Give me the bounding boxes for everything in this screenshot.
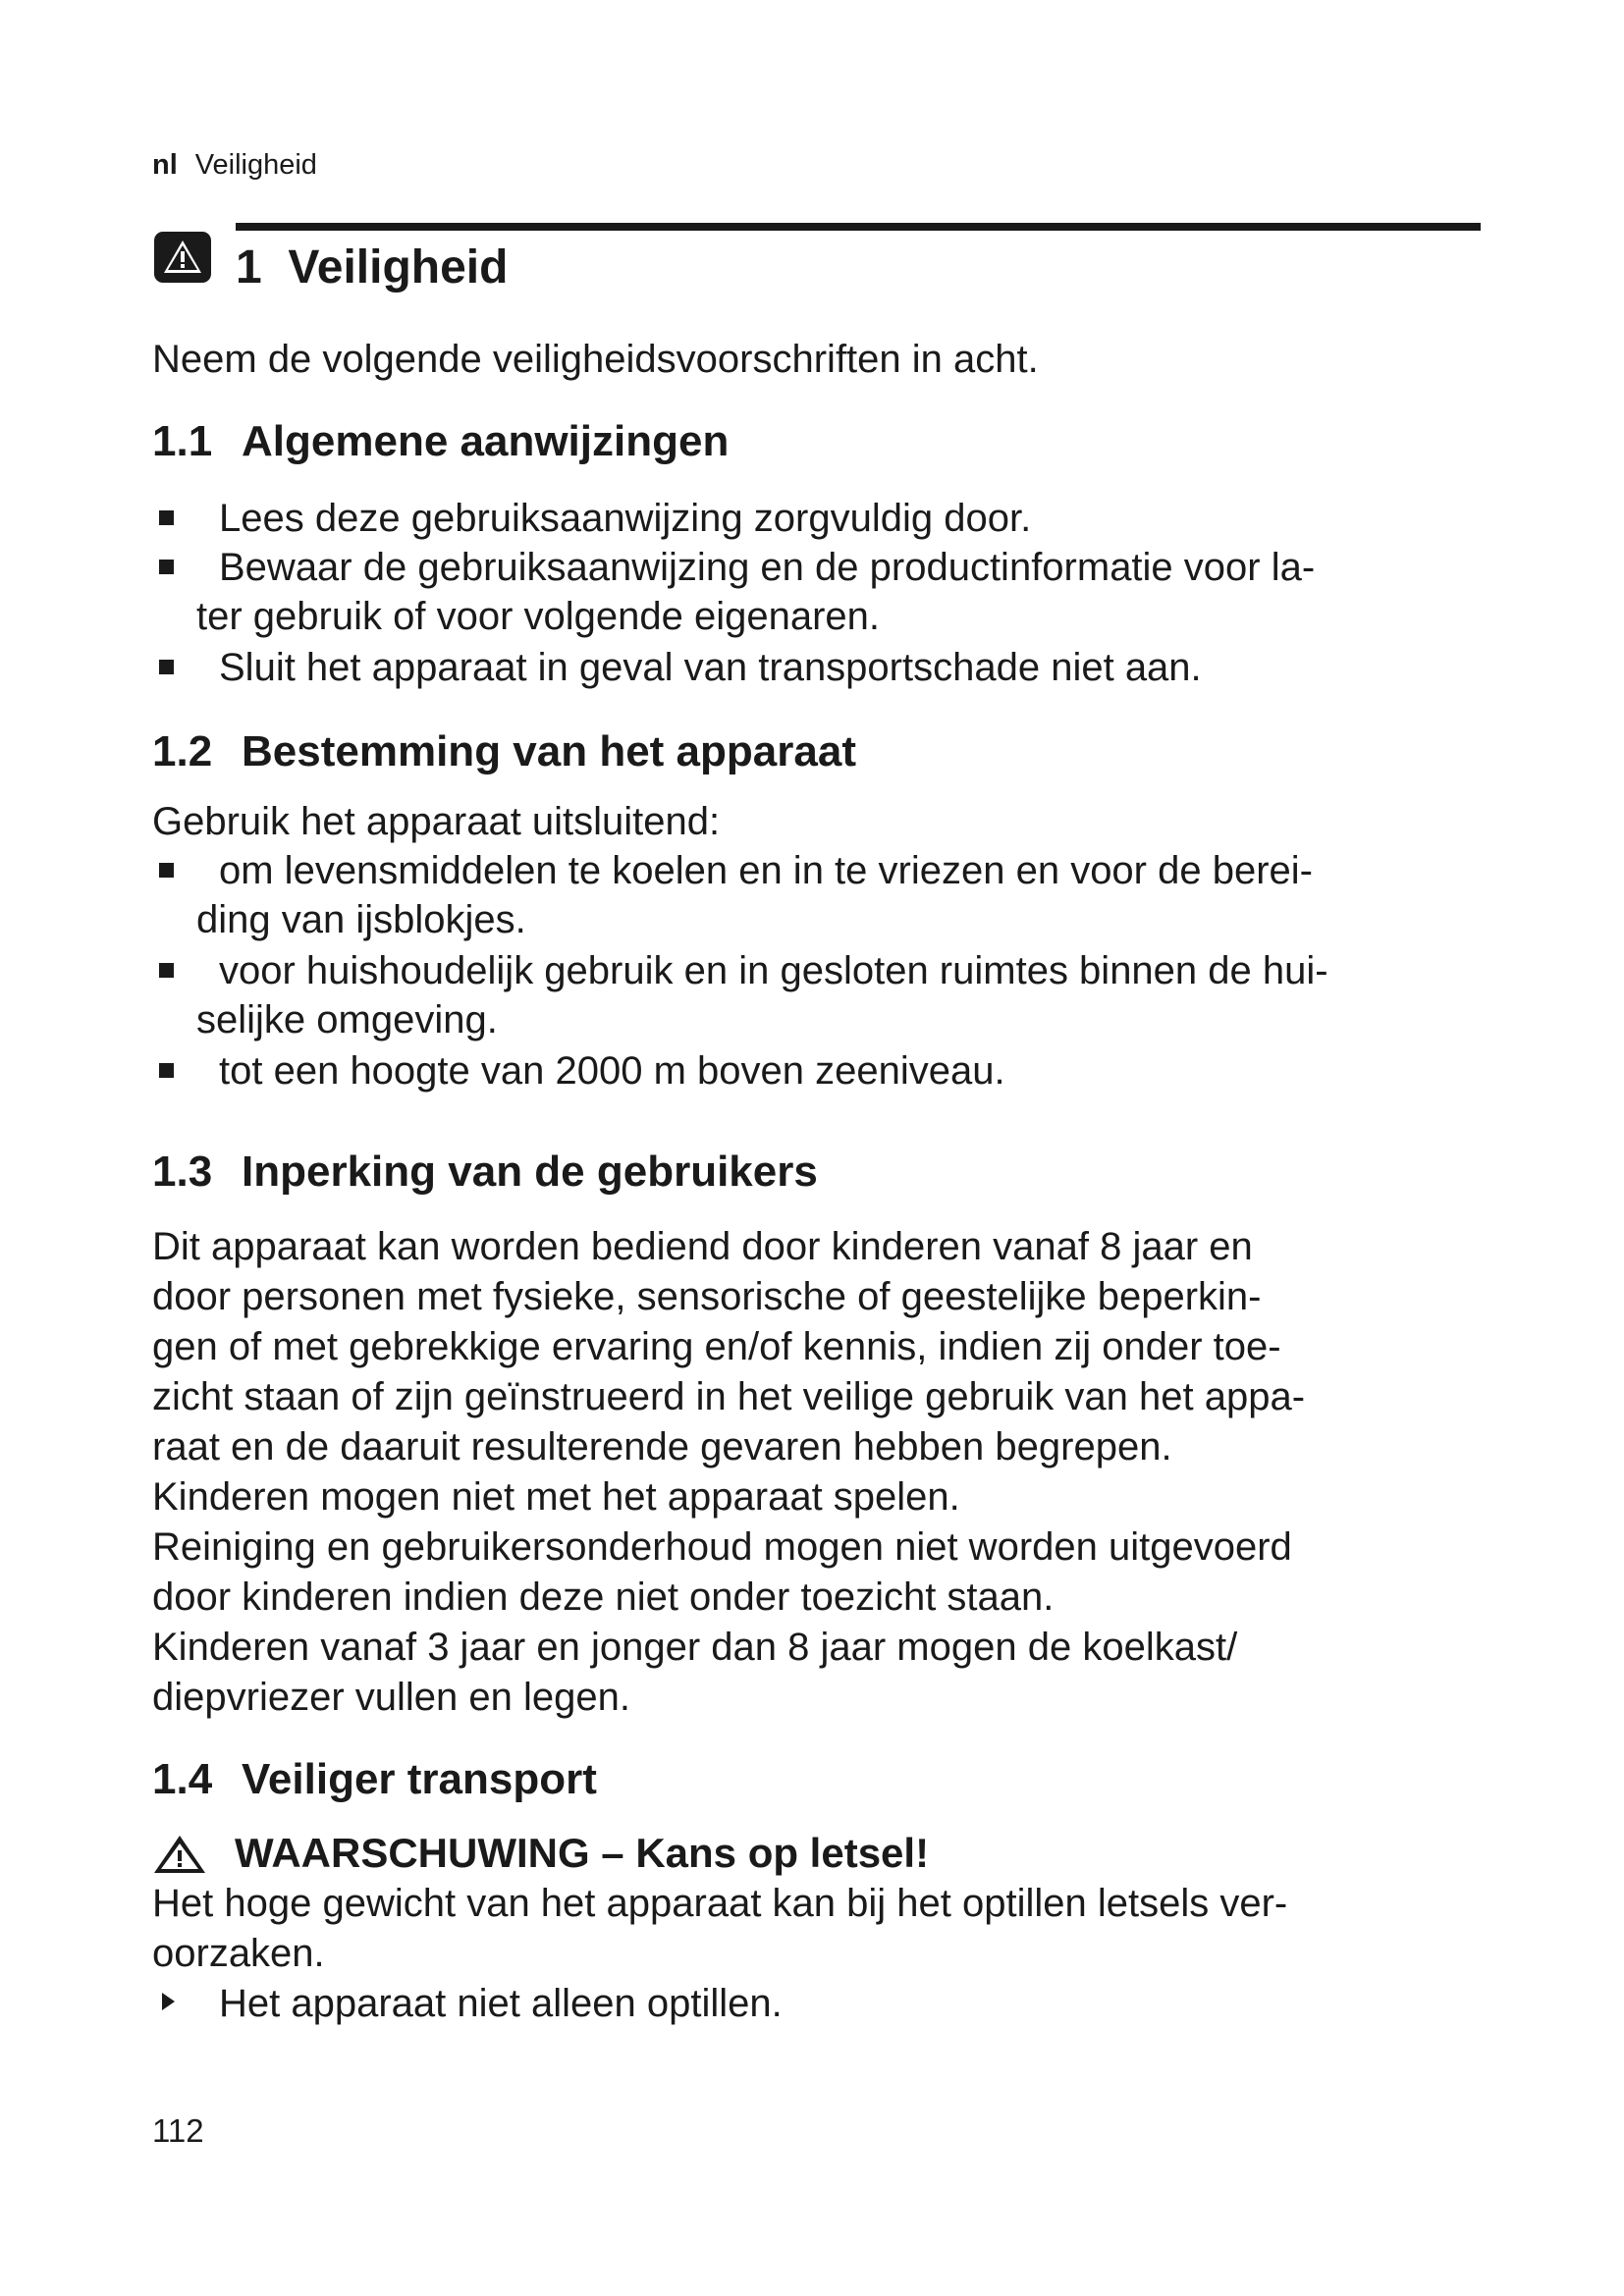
list-item-text: Lees deze gebruiksaanwijzing zorgvuldig door. [219,497,1032,540]
heading-number: 1.4 [152,1755,213,1803]
heading-1-4 [152,1754,597,1805]
list-item-text: Bewaar de gebruiksaanwijzing en de productinformatie voor la- [219,546,1316,589]
paragraph-line: door kinderen indien deze niet onder toezicht staan. [152,1575,1055,1619]
bullet-marker [159,1063,174,1078]
paragraph-line: Het hoge gewicht van het apparaat kan bij het optillen letsels ver- [152,1882,1288,1925]
list-item-text: om levensmiddelen te koelen en in te vriezen en voor de berei- [219,849,1313,892]
list-item-text: tot een hoogte van 2000 m boven zeeniveau. [219,1049,1005,1093]
paragraph-line: Dit apparaat kan worden bediend door kinderen vanaf 8 jaar en [152,1225,1253,1268]
paragraph-line: gen of met gebrekkige ervaring en/of kennis, indien zij onder toe- [152,1325,1281,1368]
heading-number: 1.3 [152,1148,213,1196]
list-item-text: selijke omgeving. [196,998,498,1041]
paragraph-line: door personen met fysieke, sensorische of geestelijke beperkin- [152,1275,1262,1318]
paragraph-line: Kinderen mogen niet met het apparaat spelen. [152,1475,960,1519]
heading-text: Veiliger transport [242,1755,597,1803]
running-header [152,147,317,183]
heading-1-2 [152,726,856,777]
list-item-text: ding van ijsblokjes. [196,898,526,941]
language-code: nl [152,149,178,181]
paragraph-line: Reiniging en gebruikersonderhoud mogen niet worden uitgevoerd [152,1525,1292,1569]
list-item-text: Sluit het apparaat in geval van transportschade niet aan. [219,646,1202,689]
paragraph-line: diepvriezer vullen en legen. [152,1676,630,1719]
header-section: Veiligheid [194,149,317,181]
paragraph-line: Kinderen vanaf 3 jaar en jonger dan 8 jaar mogen de koelkast/ [152,1626,1238,1669]
step-arrow-icon [162,1993,175,2010]
bullet-marker [159,560,174,574]
heading-1-1 [152,416,729,467]
warning-text: WAARSCHUWING – Kans op letsel! [235,1830,930,1876]
warning-icon [152,230,213,285]
bullet-marker [159,510,174,525]
heading-text: Bestemming van het apparaat [242,727,856,775]
heading-text: Inperking van de gebruikers [242,1148,818,1196]
title-rule [236,223,1481,231]
paragraph: Gebruik het apparaat uitsluitend: [152,800,721,843]
page-number: 112 [152,2112,204,2149]
title-number: 1 [236,241,262,294]
heading-number: 1.2 [152,727,213,775]
paragraph-line: oorzaken. [152,1932,325,1975]
heading-text: Algemene aanwijzingen [242,417,730,465]
paragraph-line: zicht staan of zijn geïnstrueerd in het veilige gebruik van het appa- [152,1375,1306,1418]
page-title [236,240,508,296]
intro-text: Neem de volgende veiligheidsvoorschriften in acht. [152,338,1039,381]
paragraph-line: raat en de daaruit resulterende gevaren hebben begrepen. [152,1425,1172,1468]
list-item-text: ter gebruik of voor volgende eigenaren. [196,595,881,638]
heading-1-3 [152,1147,818,1198]
bullet-marker [159,863,174,878]
bullet-marker [159,963,174,978]
heading-number: 1.1 [152,417,213,465]
bullet-marker [159,660,174,674]
title-text: Veiligheid [288,241,509,294]
step-text: Het apparaat niet alleen optillen. [219,1982,783,2025]
list-item-text: voor huishoudelijk gebruik en in gesloten ruimtes binnen de hui- [219,949,1328,992]
